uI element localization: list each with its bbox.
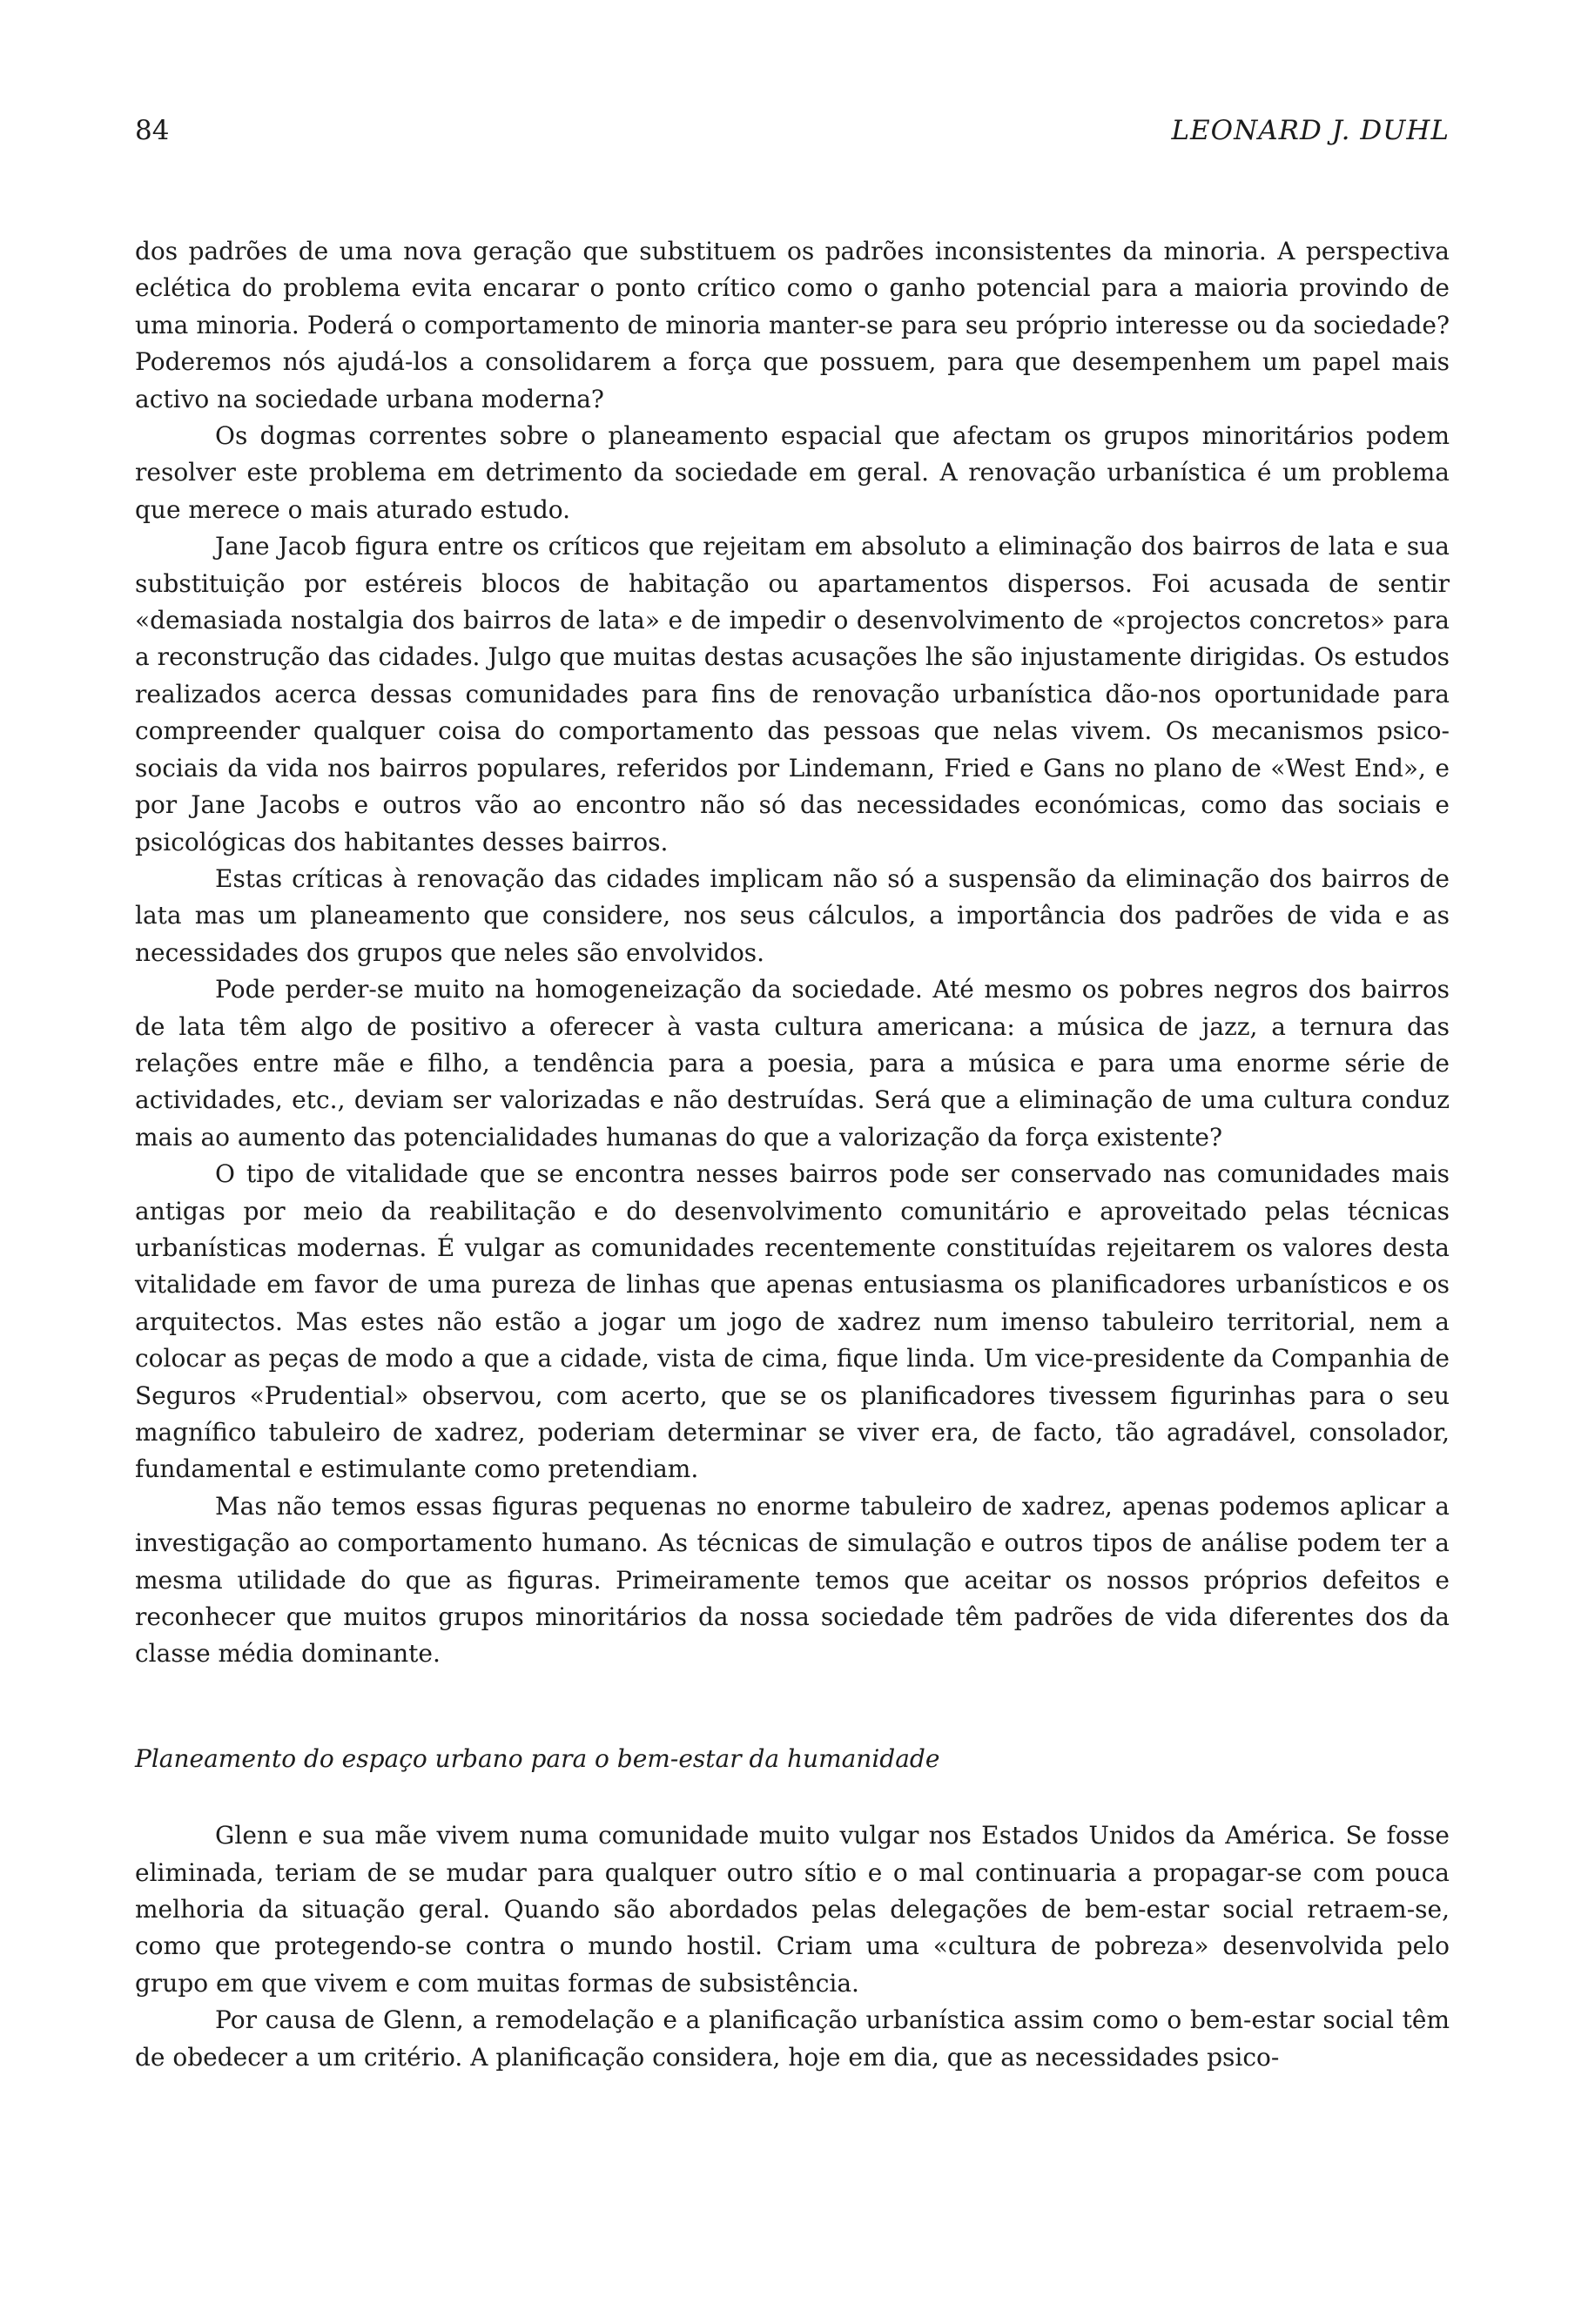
paragraph: dos padrões de uma nova geração que substituem os padrões inconsistentes da minoria. A perspectiva eclética do problema evita encarar o ponto crítico como o ganho potencial para a maioria provindo de uma minoria. Poderá o comportamento de minoria manter-se para seu próprio interesse ou da sociedade? Poderemos nós ajudá-los a consolidarem a força que possuem, para que desempenhem um papel mais activo na sociedade urbana moderna? xyxy=(135,237,1450,413)
article-body xyxy=(135,233,1450,2076)
document-page xyxy=(135,104,1450,2076)
paragraph: Por causa de Glenn, a remodelação e a planificação urbanística assim como o bem-estar social têm de obedecer a um critério. A planificação considera, hoje em dia, que as necessidades psico- xyxy=(135,2005,1450,2072)
paragraph: Jane Jacob figura entre os críticos que rejeitam em absoluto a eliminação dos bairros de lata e sua substituição por estéreis blocos de habitação ou apartamentos dispersos. Foi acusada de sentir «demasiada nostalgia dos bairros de lata» e de impedir o desenvolvimento de «projectos concretos» para a reconstrução das cidades. Julgo que muitas destas acusações lhe são injustamente dirigidas. Os estudos realizados acerca dessas comunidades para fins de renovação urbanística dão-nos oportunidade para compreender qualquer coisa do comportamento das pessoas que nelas vivem. Os mecanismos psico-sociais da vida nos bairros populares, referidos por Lindemann, Fried e Gans no plano de «West End», e por Jane Jacobs e outros vão ao encontro não só das necessidades económicas, como das sociais e psicológicas dos habitantes desses bairros. xyxy=(135,532,1450,856)
paragraph: Os dogmas correntes sobre o planeamento espacial que afectam os grupos minoritários podem resolver este problema em detrimento da sociedade em geral. A renovação urbanística é um problema que merece o mais aturado estudo. xyxy=(135,421,1450,524)
page-number: 84 xyxy=(135,115,170,146)
paragraph: Mas não temos essas figuras pequenas no enorme tabuleiro de xadrez, apenas podemos aplicar a investigação ao comportamento humano. As técnicas de simulação e outros tipos de análise podem ter a mesma utilidade do que as figuras. Primeiramente temos que aceitar os nossos próprios defeitos e reconhecer que muitos grupos minoritários da nossa sociedade têm padrões de vida diferentes dos da classe média dominante. xyxy=(135,1491,1450,1669)
paragraph: Glenn e sua mãe vivem numa comunidade muito vulgar nos Estados Unidos da América. Se fosse eliminada, teriam de se mudar para qualquer outro sítio e o mal continuaria a propagar-se com pouca melhoria da situação geral. Quando são abordados pelas delegações de bem-estar social retraem-se, como que protegendo-se contra o mundo hostil. Criam uma «cultura de pobreza» desenvolvida pelo grupo em que vivem e com muitas formas de subsistência. xyxy=(135,1821,1450,1998)
running-header xyxy=(135,104,1450,157)
section-body xyxy=(135,1817,1450,2076)
section-heading: Planeamento do espaço urbano para o bem-estar da humanidade xyxy=(135,1743,940,1773)
running-author: LEONARD J. DUHL xyxy=(1171,115,1450,146)
paragraph: O tipo de vitalidade que se encontra nesses bairros pode ser conservado nas comunidades mais antigas por meio da reabilitação e do desenvolvimento comunitário e aproveitado pelas técnicas urbanísticas modernas. É vulgar as comunidades recentemente constituídas rejeitarem os valores desta vitalidade em favor de uma pureza de linhas que apenas entusiasma os planificadores urbanísticos e os arquitectos. Mas estes não estão a jogar um jogo de xadrez num imenso tabuleiro territorial, nem a colocar as peças de modo a que a cidade, vista de cima, fique linda. Um vice-presidente da Companhia de Seguros «Prudential» observou, com acerto, que se os planificadores tivessem figurinhas para o seu magnífico tabuleiro de xadrez, poderiam determinar se viver era, de facto, tão agradável, consolador, fundamental e estimulante como pretendiam. xyxy=(135,1159,1450,1484)
paragraph: Estas críticas à renovação das cidades implicam não só a suspensão da eliminação dos bairros de lata mas um planeamento que considere, nos seus cálculos, a importância dos padrões de vida e as necessidades dos grupos que neles são envolvidos. xyxy=(135,863,1450,967)
paragraph: Pode perder-se muito na homogeneização da sociedade. Até mesmo os pobres negros dos bairros de lata têm algo de positivo a oferecer à vasta cultura americana: a música de jazz, a ternura das relações entre mãe e filho, a tendência para a poesia, para a música e para uma enorme série de actividades, etc., deviam ser valorizadas e não destruídas. Será que a eliminação de uma cultura conduz mais ao aumento das potencialidades humanas do que a valorização da força existente? xyxy=(135,975,1450,1152)
